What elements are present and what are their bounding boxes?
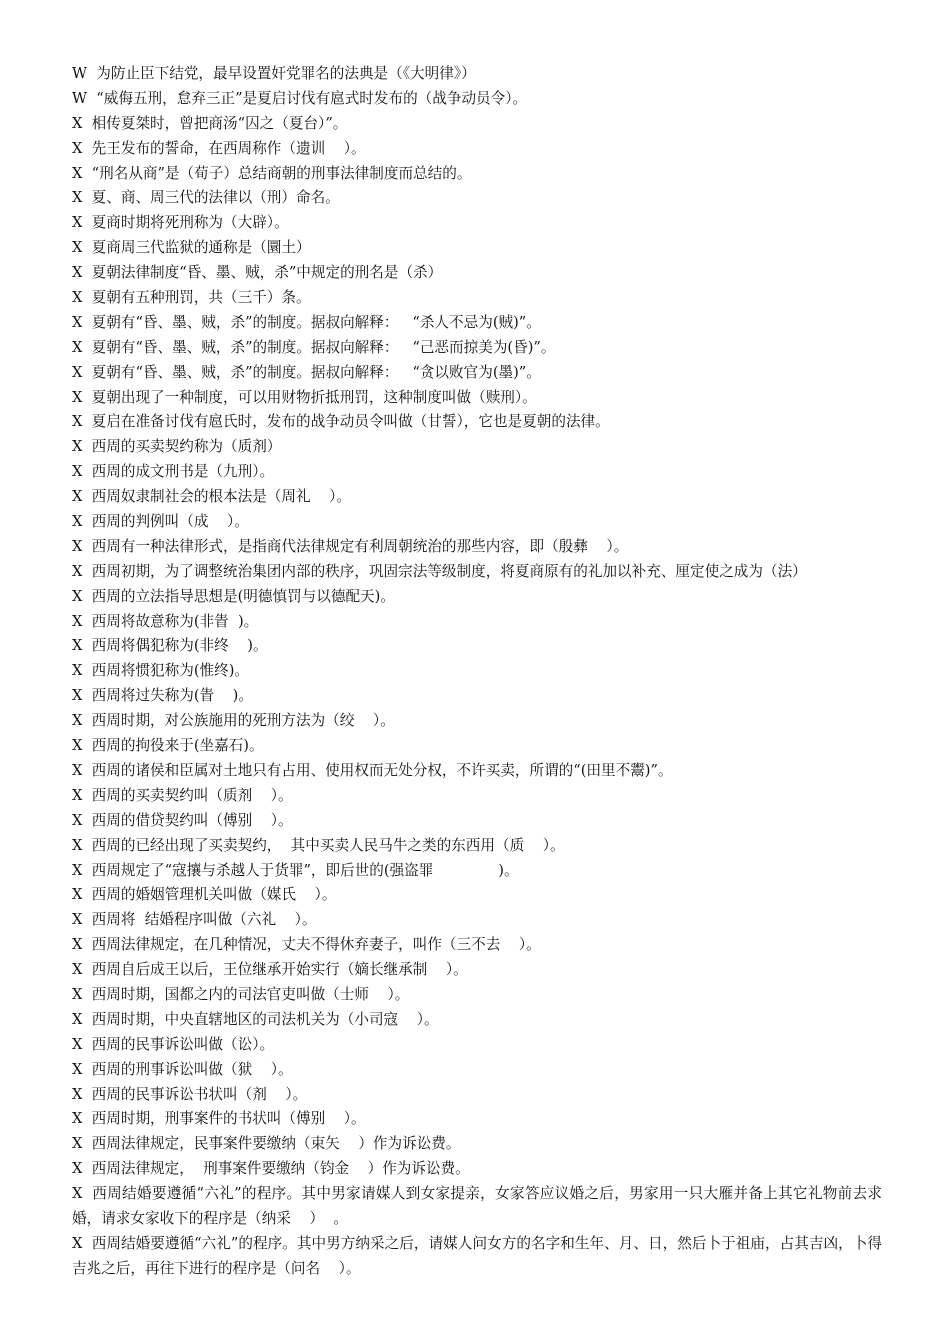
text-line: X 西周的拘役来于(坐嘉石)。 [72, 737, 264, 755]
text-line: X 夏朝有五种刑罚，共（三千）条。 [72, 289, 311, 307]
text-line: X 西周将惯犯称为(惟终)。 [72, 662, 249, 680]
text-line: X 西周将故意称为(非眚 )。 [72, 612, 259, 630]
text-line: X 西周的成文刑书是（九刑）。 [72, 463, 275, 481]
text-line: X 西周时期，国都之内的司法官吏叫做（士师 ）。 [72, 985, 410, 1003]
text-line: X 西周将偶犯称为(非终 )。 [72, 637, 268, 655]
text-line: X 夏商周三代监狱的通称是（圜土） [72, 239, 311, 257]
text-line: X 西周的婚姻管理机关叫做（媒氏 ）。 [72, 886, 337, 904]
text-line: X 西周的已经出现了买卖契约， 其中买卖人民马牛之类的东西用（质 ）。 [72, 836, 565, 854]
text-line: X 西周规定了“寇攘与杀越人于货罪”，即后世的(强盗罪 )。 [72, 861, 519, 879]
text-line: W “威侮五刑，怠弃三正”是夏启讨伐有扈式时发布的（战争动员令）。 [72, 89, 528, 107]
text-line: X 先王发布的誓命，在西周称作（遗训 ）。 [72, 139, 366, 157]
text-line: X 夏启在准备讨伐有扈氏时，发布的战争动员令叫做（甘誓），它也是夏朝的法律。 [72, 413, 610, 431]
text-line: X 西周的刑事诉讼叫做（狱 ）。 [72, 1060, 293, 1078]
document-page [72, 62, 882, 1282]
text-line: X 西周时期，对公族施用的死刑方法为（绞 ）。 [72, 712, 395, 730]
text-line: X 西周初期，为了调整统治集团内部的秩序，巩固宗法等级制度，将夏商原有的礼加以补充、厘定使之成为（法） [72, 562, 807, 580]
text-line: X 西周的民事诉讼叫做（讼）。 [72, 1035, 275, 1053]
text-line: X 西周自后成王以后，王位继承开始实行（嫡长继承制 ）。 [72, 961, 468, 979]
text-line: X 西周的买卖契约称为（质剂） [72, 438, 282, 456]
text-line: X 夏朝有“昏、墨、贼，杀”的制度。据叔向解释： “贪以败官为(墨)”。 [72, 363, 541, 381]
text-line: X 夏、商、周三代的法律以（刑）命名。 [72, 189, 340, 207]
text-line: X “刑名从商”是（荀子）总结商朝的刑事法律制度而总结的。 [72, 164, 472, 182]
text-line: W 为防止臣下结党，最早设置奸党罪名的法典是（《大明律》） [72, 65, 476, 82]
text-line: X 夏朝法律制度“昏、墨、贼，杀”中规定的刑名是（杀） [72, 264, 443, 282]
text-line: X 西周的民事诉讼书状叫（剂 ）。 [72, 1085, 308, 1103]
text-paragraph: X 西周结婚要遵循“六礼”的程序。其中男家请媒人到女家提亲，女家答应议婚之后，男家用一只大雁并备上其它礼物前去求婚，请求女家收下的程序是（纳采 ） 。 [72, 1185, 882, 1227]
text-line: X 西周的判例叫（成 ）。 [72, 513, 249, 531]
text-line: X 西周法律规定，在几种情况，丈夫不得休弃妻子，叫作（三不去 ）。 [72, 936, 541, 954]
text-line: X 夏朝有“昏、墨、贼，杀”的制度。据叔向解释： “己恶而掠美为(昏)”。 [72, 338, 556, 356]
text-line: X 西周的借贷契约叫（傅别 ）。 [72, 811, 293, 829]
text-line: X 西周时期，刑事案件的书状叫（傅别 ）。 [72, 1110, 366, 1128]
text-line: X 西周将 结婚程序叫做（六礼 ）。 [72, 911, 317, 929]
text-line: X 相传夏桀时，曾把商汤“囚之（夏台）”。 [72, 114, 348, 132]
text-line: X 西周有一种法律形式，是指商代法律规定有利周朝统治的那些内容，即（殷彝 ）。 [72, 537, 629, 555]
text-line: X 夏朝有“昏、墨、贼，杀”的制度。据叔向解释： “杀人不忌为(贼)”。 [72, 313, 541, 331]
text-line: X 夏商时期将死刑称为（大辟）。 [72, 214, 289, 232]
text-line: X 西周法律规定， 刑事案件要缴纳（钧金 ）作为诉讼费。 [72, 1160, 470, 1178]
text-line: X 西周时期，中央直辖地区的司法机关为（小司寇 ）。 [72, 1010, 439, 1028]
text-line: X 西周奴隶制社会的根本法是（周礼 ）。 [72, 488, 352, 506]
text-line: X 西周的诸侯和臣属对土地只有占用、使用权而无处分权，不许买卖，所谓的“(田里不鬻)”。 [72, 761, 673, 779]
text-line: X 西周将过失称为(眚 )。 [72, 687, 253, 705]
text-line: X 西周的立法指导思想是(明德慎罚与以德配天)。 [72, 587, 395, 605]
text-line: X 西周法律规定，民事案件要缴纳（束矢 ）作为诉讼费。 [72, 1135, 461, 1153]
text-line: X 夏朝出现了一种制度，可以用财物折抵刑罚，这种制度叫做（赎刑）。 [72, 388, 537, 406]
text-paragraph: X 西周结婚要遵循“六礼”的程序。其中男方纳采之后，请媒人问女方的名字和生年、月、日，然后卜于祖庙，占其吉凶，卜得吉兆之后，再往下进行的程序是（问名 ）。 [72, 1234, 882, 1277]
text-line: X 西周的买卖契约叫（质剂 ）。 [72, 786, 293, 804]
